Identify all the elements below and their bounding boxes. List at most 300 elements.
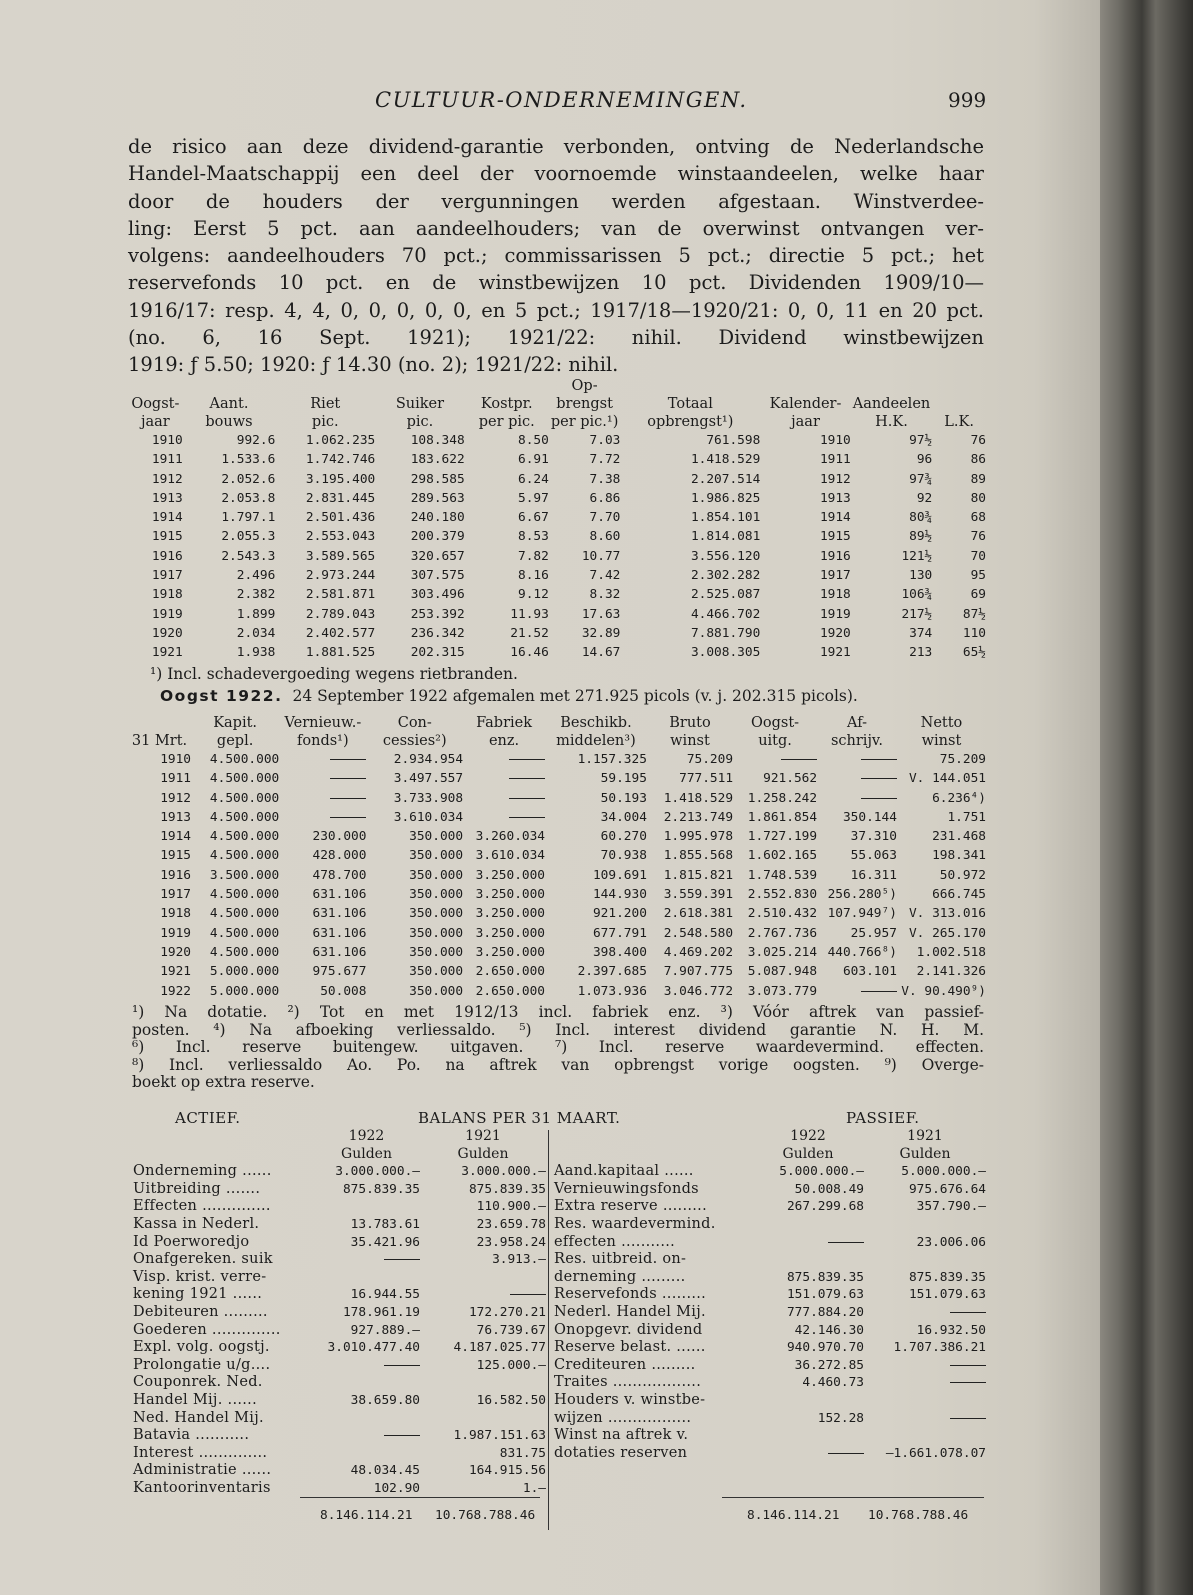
table-cell: 1919 <box>151 606 183 622</box>
table-cell: 3.008.305 <box>690 645 761 661</box>
balans-row <box>133 1339 546 1357</box>
table-cell: 1.899 <box>236 606 276 622</box>
table-cell: 2.510.432 <box>747 906 818 922</box>
table-cell: 3.260.034 <box>475 829 546 845</box>
table-cell: 4.500.000 <box>209 809 280 825</box>
table-cell: 2.552.830 <box>747 887 818 903</box>
table-row <box>128 585 986 604</box>
balans-item-label: dotaties reserven <box>554 1444 688 1461</box>
table-cell: 1918 <box>160 906 192 922</box>
table-cell: 213 <box>909 645 933 661</box>
table-cell: 25.957 <box>850 925 897 941</box>
table-cell: 60.270 <box>600 829 647 845</box>
column-header: jaar <box>791 414 820 430</box>
table-cell: 1916 <box>151 548 183 564</box>
table-cell: 50.193 <box>600 790 647 806</box>
production-footnote: ¹) Incl. schadevergoeding wegens rietbranden. <box>150 665 518 683</box>
table-cell: 4.466.702 <box>690 606 761 622</box>
table-cell: 320.657 <box>410 548 465 564</box>
table-row <box>128 643 986 662</box>
column-header: schrijv. <box>830 733 884 749</box>
table-cell-empty <box>279 808 366 827</box>
table-cell: 130 <box>909 568 933 584</box>
balans-amount: 76.739.67 <box>476 1322 546 1338</box>
table-cell-empty <box>279 769 366 788</box>
balans-amount <box>864 1392 986 1410</box>
table-row <box>128 769 986 788</box>
balans-row <box>133 1462 546 1480</box>
table-cell: 4.500.000 <box>209 752 280 767</box>
balans-row <box>554 1374 986 1392</box>
table-cell: 55.063 <box>850 848 897 864</box>
table-cell: 1.157.325 <box>577 752 647 767</box>
table-cell: 1915 <box>151 529 183 545</box>
table-cell: 2.213.749 <box>663 809 734 825</box>
table-cell: 1.751 <box>947 809 986 825</box>
balans-unit: Gulden <box>341 1145 392 1162</box>
table-cell: 3.733.908 <box>393 790 464 806</box>
table-cell: 9.12 <box>518 587 549 603</box>
table-cell: 4.500.000 <box>209 925 280 941</box>
text-line: (no. 6, 16 Sept. 1921); 1921/22: nihil. Dividend winstbewijzen <box>128 326 984 350</box>
balans-amount <box>752 1216 864 1234</box>
balans-amount: 3.000.000.— <box>335 1164 420 1180</box>
balans-item-label: Prolongatie u/g.... <box>133 1356 271 1373</box>
table-cell: 298.585 <box>410 471 465 487</box>
column-header: Con- <box>397 715 432 731</box>
table-cell: 1920 <box>160 944 192 960</box>
table-cell: 3.046.772 <box>663 983 734 999</box>
running-head <box>0 88 1100 118</box>
table-cell: 3.195.400 <box>305 471 376 487</box>
balans-amount: 13.783.61 <box>350 1216 420 1232</box>
column-header <box>183 377 276 395</box>
footnote-line: boekt op extra reserve. <box>132 1073 315 1091</box>
balans-item-label: Kantoorinventaris <box>133 1479 271 1496</box>
balans-row <box>554 1322 986 1340</box>
table-cell: 1918 <box>819 587 851 603</box>
balans-blank <box>133 1128 313 1146</box>
passief-total-1922: 8.146.114.21 <box>747 1508 840 1523</box>
table-cell: 8.50 <box>518 433 549 448</box>
table-cell: 921.562 <box>763 771 818 787</box>
column-header: opbrengst¹) <box>647 414 734 430</box>
balans-row <box>133 1427 546 1445</box>
table-cell: 1921 <box>160 964 192 980</box>
balans-amount: 927.889.— <box>350 1322 420 1338</box>
table-cell-empty <box>733 750 817 769</box>
balans-year-row <box>554 1128 986 1146</box>
table-header-row <box>128 714 986 732</box>
balans-row <box>554 1445 986 1463</box>
table-header-row <box>128 377 986 395</box>
balans-row <box>554 1286 986 1304</box>
column-header: Aant. <box>209 396 249 412</box>
table-cell: 3.556.120 <box>690 548 761 564</box>
table-row <box>128 846 986 865</box>
balans-year: 1922 <box>348 1128 385 1144</box>
balans-amount: 151.079.63 <box>908 1287 986 1303</box>
balans-amount-empty <box>313 1427 420 1445</box>
balans-row <box>554 1427 986 1445</box>
column-header <box>760 377 850 395</box>
balans-item-label: Interest .............. <box>133 1444 268 1461</box>
table-cell: 14.67 <box>581 645 621 661</box>
table-cell: 253.392 <box>410 606 465 622</box>
balans-item-label: Administratie ...... <box>133 1462 272 1479</box>
table-cell: 92 <box>916 490 933 506</box>
balans-amount <box>313 1198 420 1216</box>
table-cell: 1.995.978 <box>663 829 734 845</box>
balans-amount <box>313 1269 420 1287</box>
balans-item-label: Couponrek. Ned. <box>133 1374 263 1391</box>
footnote-line: posten. ⁴) Na afboeking verliessaldo. ⁵) Incl. interest dividend garantie N. H. M. <box>132 1020 984 1039</box>
table-row <box>128 885 986 904</box>
table-cell: 1912 <box>151 471 183 487</box>
table-cell: 144.930 <box>592 887 647 903</box>
balans-item-label: Houders v. winstbe- <box>554 1391 706 1408</box>
balans-amount: 1.707.386.21 <box>893 1340 986 1356</box>
table-cell: 96 <box>916 452 933 468</box>
table-cell: 1910 <box>151 433 183 448</box>
table-cell-empty <box>279 789 366 808</box>
text-line: 1916/17: resp. 4, 4, 0, 0, 0, 0, 0, en 5 pct.; 1917/18—1920/21: 0, 0, 11 en 20 pct. <box>128 298 984 322</box>
column-header <box>275 377 375 395</box>
table-cell: 1.742.746 <box>305 452 376 468</box>
text-line: volgens: aandeelhouders 70 pct.; commissarissen 5 pct.; directie 5 pct.; het <box>128 244 984 268</box>
table-row <box>128 827 986 846</box>
table-cell: 202.315 <box>410 645 465 661</box>
table-cell: 69 <box>970 587 986 603</box>
balans-row <box>133 1216 546 1234</box>
table-cell: 2.618.381 <box>663 906 734 922</box>
balans-amount: 940.970.70 <box>786 1340 864 1356</box>
table-cell: V. 144.051 <box>908 771 986 787</box>
balans-amount: 3.913.— <box>492 1252 546 1268</box>
column-header: Af- <box>847 715 867 731</box>
table-cell-empty <box>817 982 897 1001</box>
table-cell: 2.548.580 <box>663 925 734 941</box>
table-cell: 16.46 <box>510 645 549 661</box>
table-cell: 70.938 <box>600 848 647 864</box>
table-cell: 2.053.8 <box>221 490 276 506</box>
balans-amount: 777.884.20 <box>786 1304 864 1320</box>
table-cell-empty <box>463 769 545 788</box>
balans-row <box>554 1339 986 1357</box>
table-cell: 3.610.034 <box>475 848 546 864</box>
balans-item-label: Effecten .............. <box>133 1198 271 1215</box>
table-cell: 1.073.936 <box>577 983 647 999</box>
table-row <box>128 866 986 885</box>
table-cell: 2.650.000 <box>475 983 546 999</box>
column-header: Op- <box>571 378 598 394</box>
table-cell: 2.052.6 <box>221 471 276 487</box>
table-cell: 350.000 <box>409 964 464 980</box>
balans-amount <box>313 1445 420 1463</box>
table-cell: 4.500.000 <box>209 906 280 922</box>
table-cell: 95 <box>970 568 986 584</box>
table-cell: 303.496 <box>410 587 465 603</box>
balans-amount: 975.676.64 <box>908 1181 986 1197</box>
balans-amount <box>864 1216 986 1234</box>
table-cell: 2.207.514 <box>690 471 761 487</box>
balans-amount: 16.932.50 <box>916 1322 986 1338</box>
balans-row <box>554 1251 986 1269</box>
table-cell: 4.500.000 <box>209 829 280 845</box>
table-cell: 1911 <box>160 771 192 787</box>
table-row <box>128 982 986 1001</box>
table-cell: 1910 <box>160 752 192 767</box>
table-cell: 3.250.000 <box>475 867 546 883</box>
balans-amount: 125.000.— <box>476 1357 546 1373</box>
balans-divider <box>548 1130 549 1530</box>
table-cell: 76 <box>970 433 986 448</box>
balans-amount: 1.987.151.63 <box>453 1428 546 1444</box>
balans-amount: 267.299.68 <box>786 1199 864 1215</box>
table-cell: 631.106 <box>312 944 367 960</box>
balans-amount-empty <box>313 1251 420 1269</box>
table-cell-empty <box>817 750 897 769</box>
table-row <box>128 508 986 527</box>
balans-amount-empty <box>864 1410 986 1428</box>
table-cell: 8.53 <box>518 529 549 545</box>
table-cell: 1.797.1 <box>221 510 276 526</box>
table-cell-empty <box>463 808 545 827</box>
table-cell: 1.815.821 <box>663 867 734 883</box>
table-cell: 1913 <box>819 490 851 506</box>
passief-label: PASSIEF. <box>846 1109 920 1127</box>
balans-item-label: Uitbreiding ....... <box>133 1180 261 1197</box>
balans-unit: Gulden <box>782 1145 834 1162</box>
table-cell: 2.302.282 <box>690 568 761 584</box>
balans-year: 1922 <box>790 1128 826 1144</box>
balans-amount: 23.006.06 <box>916 1234 986 1250</box>
balans-amount: 102.90 <box>373 1480 420 1496</box>
balans-row <box>554 1410 986 1428</box>
column-header: Oogst- <box>131 396 180 412</box>
page-number: 999 <box>948 88 987 112</box>
table-row <box>128 750 986 769</box>
balans-amount <box>313 1374 420 1392</box>
balans-row <box>133 1163 546 1181</box>
footnote-line: ¹) Na dotatie. ²) Tot en met 1912/13 incl. fabriek enz. ³) Vóór aftrek van passief- <box>132 1003 984 1021</box>
table-cell: 7.42 <box>589 568 621 584</box>
table-cell: 1921 <box>819 645 851 661</box>
balans-item-label: derneming ......... <box>554 1268 686 1285</box>
balans-amount: 50.008.49 <box>794 1181 864 1197</box>
table-cell: 6.67 <box>518 510 549 526</box>
table-cell: 1916 <box>819 548 851 564</box>
balans-amount <box>420 1410 546 1428</box>
table-cell: 761.598 <box>706 433 761 448</box>
table-cell: 75.209 <box>939 752 986 767</box>
balans-item-label: kening 1921 ...... <box>133 1286 263 1303</box>
balans-year: 1921 <box>907 1128 943 1144</box>
balans-item-label: Kassa in Nederl. <box>133 1215 260 1232</box>
balans-item-label: Winst na aftrek v. <box>554 1427 689 1444</box>
balans-item-label: Debiteuren ......... <box>133 1303 268 1320</box>
column-header: Kapit. <box>213 715 258 731</box>
column-header: Fabriek <box>476 715 533 731</box>
table-cell: 16.311 <box>850 867 897 883</box>
column-header: enz. <box>488 733 520 749</box>
column-header: jaar <box>140 414 170 430</box>
balans-amount: 151.079.63 <box>786 1287 864 1303</box>
text-line: Handel-Maatschappij een deel der voornoemde winstaandeelen, welke haar <box>128 162 984 186</box>
balans-amount: 875.839.35 <box>342 1181 420 1197</box>
table-cell: 4.500.000 <box>209 790 280 806</box>
table-cell: 1917 <box>160 887 192 903</box>
balans-item-label: Res. waardevermind. <box>554 1215 716 1232</box>
balans-blank <box>133 1146 313 1164</box>
balans-row <box>554 1216 986 1234</box>
table-cell: 1915 <box>819 529 851 545</box>
table-cell: 677.791 <box>592 925 647 941</box>
balans-item-label: Onopgevr. dividend <box>554 1321 703 1338</box>
actief-total-1922: 8.146.114.21 <box>320 1508 413 1523</box>
balans-item-label: Onderneming ...... <box>133 1163 272 1180</box>
table-cell: 231.468 <box>932 829 986 845</box>
table-cell: 2.055.3 <box>221 529 276 545</box>
table-cell: 89 <box>970 471 986 487</box>
balans-unit: Gulden <box>457 1145 509 1162</box>
table-cell: 1920 <box>151 625 183 641</box>
balans-amount: —1.661.078.07 <box>885 1445 986 1461</box>
table-cell: 2.553.043 <box>305 529 376 545</box>
book-edge <box>1100 0 1193 1595</box>
table-cell: 975.677 <box>312 964 367 980</box>
balans-row <box>554 1392 986 1410</box>
table-cell-empty <box>817 769 897 788</box>
table-cell: 6.91 <box>518 452 549 468</box>
actief-total-1921: 10.768.788.46 <box>435 1508 536 1523</box>
table-cell: 34.004 <box>600 809 647 825</box>
table-cell: 109.691 <box>592 867 647 883</box>
table-cell: 1.258.242 <box>747 790 818 806</box>
table-cell: 428.000 <box>312 848 367 864</box>
balans-amount-empty <box>420 1286 546 1304</box>
balans-blank <box>554 1146 752 1164</box>
column-header: H.K. <box>875 414 908 430</box>
balans-row <box>133 1357 546 1375</box>
table-cell: 7.907.775 <box>663 964 734 980</box>
table-row <box>128 566 986 585</box>
column-header <box>932 377 986 395</box>
balans-row <box>554 1234 986 1252</box>
table-cell: 1914 <box>160 829 192 845</box>
balans-amount: 178.961.19 <box>342 1304 420 1320</box>
table-cell: 1.881.525 <box>305 645 376 661</box>
balans-amount: 42.146.30 <box>794 1322 864 1338</box>
table-cell: 1912 <box>819 471 851 487</box>
table-cell: 350.000 <box>409 925 464 941</box>
oogst-1922-line <box>160 687 858 705</box>
table-cell: 3.073.779 <box>747 983 818 999</box>
balans-amount: 164.915.56 <box>468 1463 546 1479</box>
table-cell: 3.025.214 <box>747 944 818 960</box>
table-cell: 398.400 <box>592 944 647 960</box>
balans-row <box>133 1251 546 1269</box>
table-cell: 2.397.685 <box>577 964 647 980</box>
table-cell: 32.89 <box>581 625 621 641</box>
text-line: 1919: ƒ 5.50; 1920: ƒ 14.30 (no. 2); 1921/22: nihil. <box>128 353 619 377</box>
balans-item-label: Ned. Handel Mij. <box>133 1409 264 1426</box>
balans-amount: 48.034.45 <box>350 1463 420 1479</box>
balans-amount: 38.659.80 <box>350 1392 420 1408</box>
table-cell: 1.533.6 <box>221 452 276 468</box>
balans-row <box>133 1181 546 1199</box>
balans-amount <box>752 1392 864 1410</box>
text-line: de risico aan deze dividend-garantie verbonden, ontving de Nederlandsche <box>128 135 984 158</box>
table-cell: 2.034 <box>236 625 276 641</box>
table-cell: 1911 <box>819 452 851 468</box>
column-header <box>851 377 933 395</box>
balans-amount: 110.900.— <box>476 1199 546 1215</box>
table-cell: 256.280⁵) <box>827 887 897 903</box>
table-cell: 1.938 <box>236 645 276 661</box>
table-cell: 2.501.436 <box>305 510 376 526</box>
table-cell: 350.000 <box>409 848 464 864</box>
table-cell: 921.200 <box>592 906 647 922</box>
table-cell: 6.24 <box>518 471 549 487</box>
table-cell: 1.418.529 <box>663 790 734 806</box>
text-line: ling: Eerst 5 pct. aan aandeelhouders; van de overwinst ontvangen ver- <box>128 216 984 240</box>
column-header: pic. <box>311 414 339 430</box>
table-cell: 1919 <box>819 606 851 622</box>
table-cell: 7.70 <box>589 510 621 526</box>
balans-row <box>554 1357 986 1375</box>
column-header: winst <box>670 733 710 749</box>
balans-item-label: Goederen .............. <box>133 1321 281 1338</box>
balans-row <box>554 1163 986 1181</box>
table-cell: 97½ <box>909 433 933 448</box>
column-header: Vernieuw.- <box>284 715 362 731</box>
column-header: 31 Mrt. <box>131 733 188 749</box>
column-header: gepl. <box>216 733 254 749</box>
table-cell: V. 265.170 <box>908 925 986 941</box>
column-header: Kalender- <box>769 396 842 412</box>
balans-header <box>0 1109 1100 1129</box>
balans-item-label: Traites .................. <box>554 1374 702 1391</box>
balans-row <box>133 1445 546 1463</box>
table-cell: 240.180 <box>410 510 465 526</box>
passief-total-rule <box>722 1497 984 1498</box>
table-cell: 21.52 <box>510 625 549 641</box>
balans-amount <box>313 1410 420 1428</box>
table-row <box>128 962 986 981</box>
table-cell: 2.789.043 <box>305 606 376 622</box>
running-title: CULTUUR-ONDERNEMINGEN. <box>375 88 748 112</box>
balans-amount: 5.000.000.— <box>779 1164 864 1180</box>
column-header: brengst <box>556 396 613 412</box>
balans-amount: 172.270.21 <box>468 1304 546 1320</box>
table-cell: 1914 <box>151 510 183 526</box>
column-header: Aandeelen <box>852 396 931 412</box>
table-cell: 86 <box>970 452 986 468</box>
table-cell: 59.195 <box>600 771 647 787</box>
table-cell: 1914 <box>819 510 851 526</box>
table-cell: 3.250.000 <box>475 887 546 903</box>
column-header <box>932 395 986 413</box>
table-cell-empty <box>463 750 545 769</box>
balans-row <box>554 1198 986 1216</box>
table-cell: 777.511 <box>679 771 734 787</box>
table-cell: 1.986.825 <box>690 490 761 506</box>
balans-unit-row <box>554 1146 986 1164</box>
column-header: per pic. <box>478 414 535 430</box>
column-header: bouws <box>205 414 253 430</box>
balans-item-label: Aand.kapitaal ...... <box>554 1163 694 1180</box>
